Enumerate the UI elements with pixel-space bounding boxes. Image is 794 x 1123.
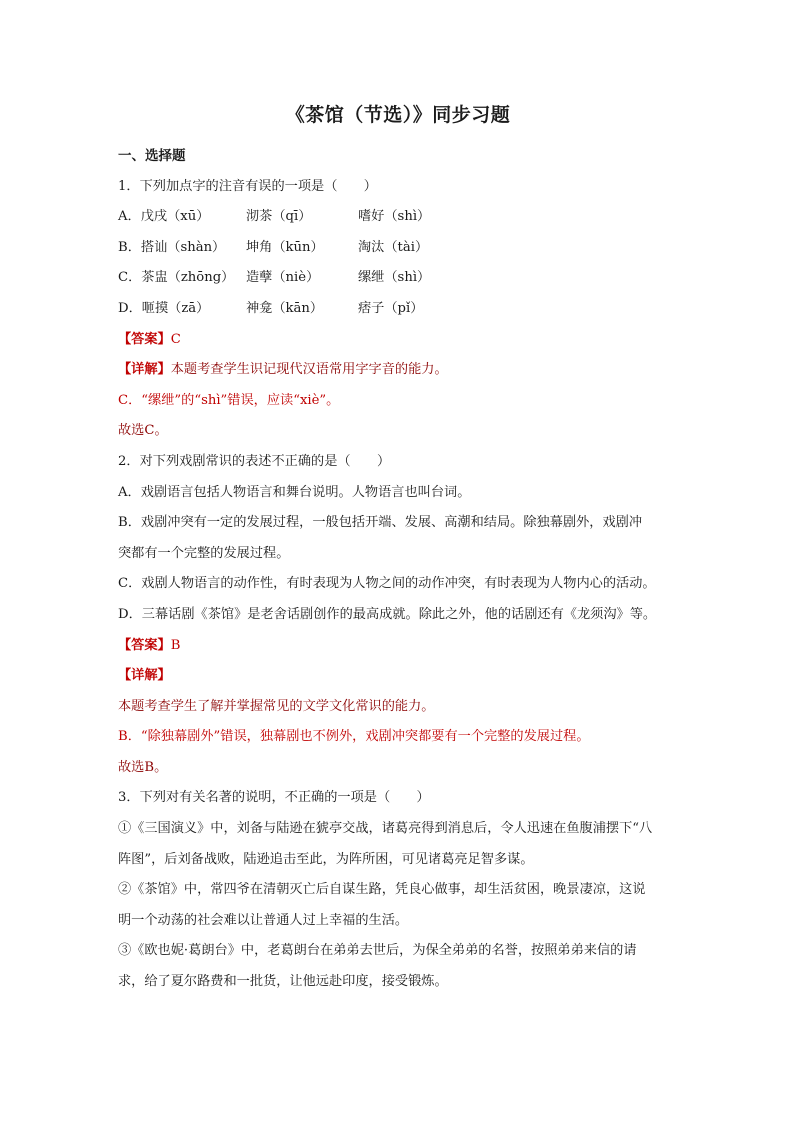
q2-detail-text: 本题考查学生了解并掌握常见的文学文化常识的能力。	[118, 698, 435, 714]
q1-option-b	[118, 239, 678, 257]
detail-text: 本题考查学生识记现代汉语常用字字音的能力。	[170, 362, 448, 378]
answer-value: B	[170, 637, 181, 653]
option-term: B．搭讪（shàn）	[118, 239, 226, 255]
option-term: 嗜好（shì）	[358, 209, 431, 225]
q3-statement-3-line2: 求，给了夏尔路费和一批货，让他远赴印度，接受锻炼。	[118, 974, 448, 990]
q2-detail-tag: 【详解】	[118, 668, 171, 684]
q3-statement-3-line1: ③《欧也妮·葛朗台》中，老葛朗台在弟弟去世后，为保全弟弟的名誉，按照弟弟来信的请	[118, 943, 637, 959]
q1-detail	[118, 361, 678, 379]
q1-explanation: C．“缧绁”的“shì”错误，应读“xiè”。	[118, 392, 340, 408]
question-2-stem: 2．对下列戏剧常识的表述不正确的是（ ）	[118, 453, 391, 469]
option-term: 痞子（pǐ）	[358, 300, 424, 316]
q2-option-c: C．戏剧人物语言的动作性，有时表现为人物之间的动作冲突，有时表现为人物内心的活动。	[118, 576, 656, 592]
q3-statement-2-line2: 明一个动荡的社会难以让普通人过上幸福的生活。	[118, 912, 409, 928]
option-term: 坤角（kūn）	[246, 239, 324, 255]
q2-conclusion: 故选B。	[118, 759, 168, 775]
option-term: 造孽（niè）	[246, 270, 320, 286]
answer-tag: 【答案】	[118, 331, 171, 347]
option-term: 缧绁（shì）	[358, 270, 431, 286]
option-term: A．戊戌（xū）	[118, 209, 210, 225]
q1-option-a	[118, 208, 678, 226]
detail-tag: 【详解】	[118, 362, 171, 378]
q1-option-d	[118, 300, 678, 318]
q2-option-b-line2: 突都有一个完整的发展过程。	[118, 545, 290, 561]
q2-option-a: A．戏剧语言包括人物语言和舞台说明。人物语言也叫台词。	[118, 484, 471, 500]
answer-tag: 【答案】	[118, 637, 171, 653]
q1-conclusion: 故选C。	[118, 423, 168, 439]
question-1-stem: 1．下列加点字的注音有误的一项是（ ）	[118, 178, 377, 194]
q2-answer	[118, 637, 678, 655]
option-term: 淘汰（tài）	[358, 239, 429, 255]
q3-statement-1-line1: ①《三国演义》中，刘备与陆逊在猇亭交战，诸葛亮得到消息后，令人迅速在鱼腹浦摆下“八	[118, 821, 653, 837]
q1-option-c	[118, 269, 678, 287]
q2-explanation: B．“除独幕剧外”错误，独幕剧也不例外，戏剧冲突都要有一个完整的发展过程。	[118, 729, 590, 745]
q3-statement-1-line2: 阵图”，后刘备战败，陆逊追击至此，为阵所困，可见诸葛亮足智多谋。	[118, 851, 534, 867]
question-3-stem: 3．下列对有关名著的说明，不正确的一项是（ ）	[118, 790, 430, 806]
q2-option-d: D．三幕话剧《茶馆》是老舍话剧创作的最高成就。除此之外，他的话剧还有《龙须沟》等。	[118, 606, 657, 622]
option-term: 神龛（kān）	[246, 300, 324, 316]
q2-option-b-line1: B．戏剧冲突有一定的发展过程，一般包括开端、发展、高潮和结局。除独幕剧外，戏剧冲	[118, 515, 642, 531]
option-term: C．茶盅（zhōng）	[118, 270, 235, 286]
q1-answer	[118, 331, 678, 349]
option-term: 沏茶（qī）	[246, 209, 312, 225]
page-title: 《茶馆（节选）》同步习题	[285, 104, 511, 126]
option-term: D．咂摸（zā）	[118, 300, 210, 316]
q3-statement-2-line1: ②《茶馆》中，常四爷在清朝灭亡后自谋生路，凭良心做事，却生活贫困，晚景凄凉，这说	[118, 882, 646, 898]
document-page	[118, 100, 678, 1004]
answer-value: C	[170, 331, 181, 347]
section-heading: 一、选择题	[118, 148, 186, 164]
